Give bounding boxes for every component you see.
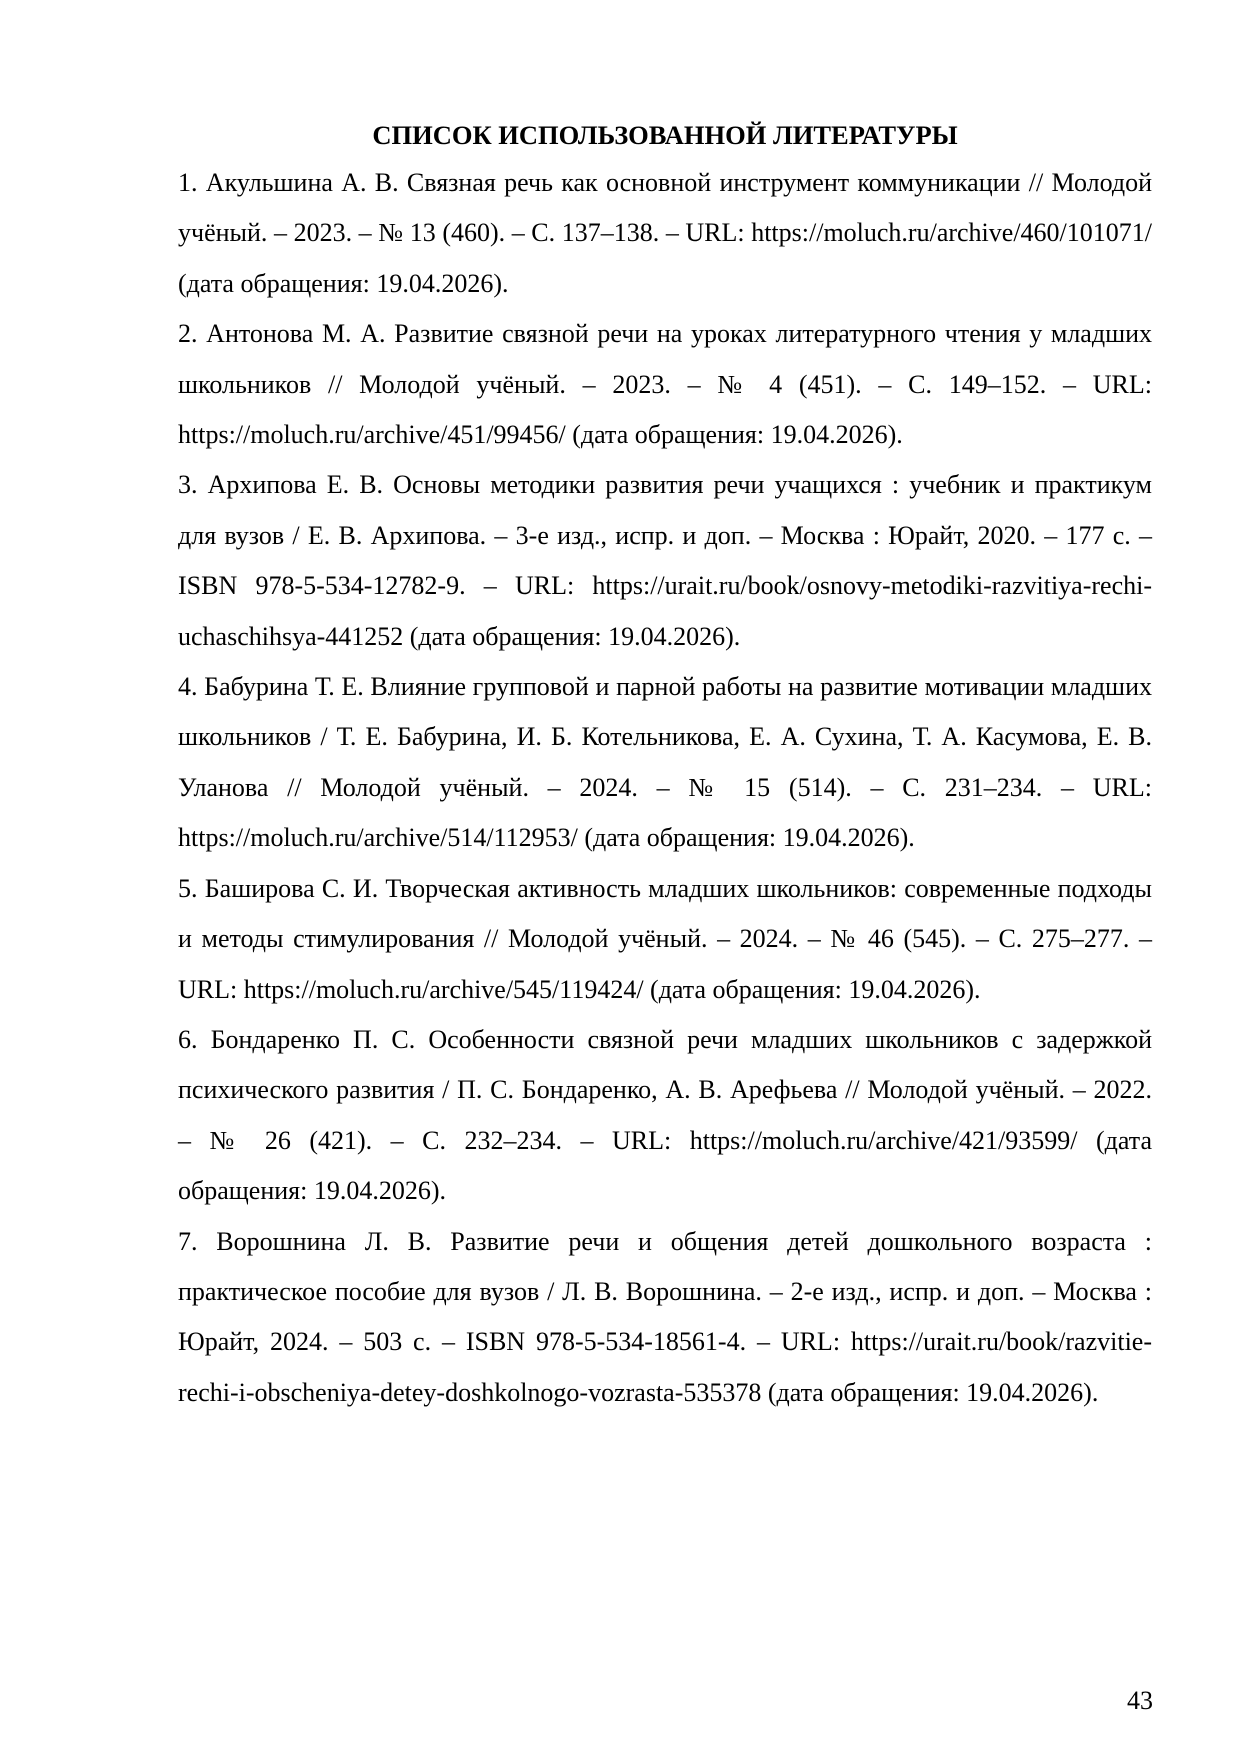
page-title: СПИСОК ИСПОЛЬЗОВАННОЙ ЛИТЕРАТУРЫ xyxy=(372,120,958,150)
reference-item-7: 7. Ворошнина Л. В. Развитие речи и общения детей дошкольного возраста : практическое пособие для вузов / Л. В. Ворошнина. – 2-е изд., испр. и доп. – Москва : Юрайт, 2024. – 503 с. – ISBN 978-5-534-18561-4. – URL: https://urait.ru/book/razvitie-rechi-i-obscheniya-detey-doshkolnogo-vozrasta-535378 (дата обращения: 19.04.2026). xyxy=(178,1226,1152,1407)
reference-item-2: 2. Антонова М. А. Развитие связной речи на уроках литературного чтения у младших школьников // Молодой учёный. – 2023. – № 4 (451). – С. 149–152. – URL: https://moluch.ru/archive/451/99456/ (дата обращения: 19.04.2026). xyxy=(178,319,1152,450)
page-content xyxy=(178,112,1152,1418)
reference-item-5: 5. Баширова С. И. Творческая активность младших школьников: современные подходы и методы стимулирования // Молодой учёный. – 2024. – № 46 (545). – С. 275–277. – URL: https://moluch.ru/archive/545/119424/ (дата обращения: 19.04.2026). xyxy=(178,873,1152,1004)
reference-item-3: 3. Архипова Е. В. Основы методики развития речи учащихся : учебник и практикум для вузов / Е. В. Архипова. – 3-е изд., испр. и доп. – Москва : Юрайт, 2020. – 177 с. – ISBN 978-5-534-12782-9. – URL: https://urait.ru/book/osnovy-metodiki-razvitiya-rechi-uchaschihsya-441252 (дата обращения: 19.04.2026). xyxy=(178,470,1152,651)
reference-item-4: 4. Бабурина Т. Е. Влияние групповой и парной работы на развитие мотивации младших школьников / Т. Е. Бабурина, И. Б. Котельникова, Е. А. Сухина, Т. А. Касумова, Е. В. Уланова // Молодой учёный. – 2024. – № 15 (514). – С. 231–234. – URL: https://moluch.ru/archive/514/112953/ (дата обращения: 19.04.2026). xyxy=(178,672,1152,853)
page-number: 43 xyxy=(1127,1686,1153,1715)
reference-item-1: 1. Акульшина А. В. Связная речь как основной инструмент коммуникации // Молодой учёный. – 2023. – № 13 (460). – С. 137–138. – URL: https://moluch.ru/archive/460/101071/ (дата обращения: 19.04.2026). xyxy=(178,168,1152,298)
reference-item-6: 6. Бондаренко П. С. Особенности связной речи младших школьников с задержкой психического развития / П. С. Бондаренко, А. В. Арефьева // Молодой учёный. – 2022. – № 26 (421). – С. 232–234. – URL: https://moluch.ru/archive/421/93599/ (дата обращения: 19.04.2026). xyxy=(178,1024,1152,1206)
